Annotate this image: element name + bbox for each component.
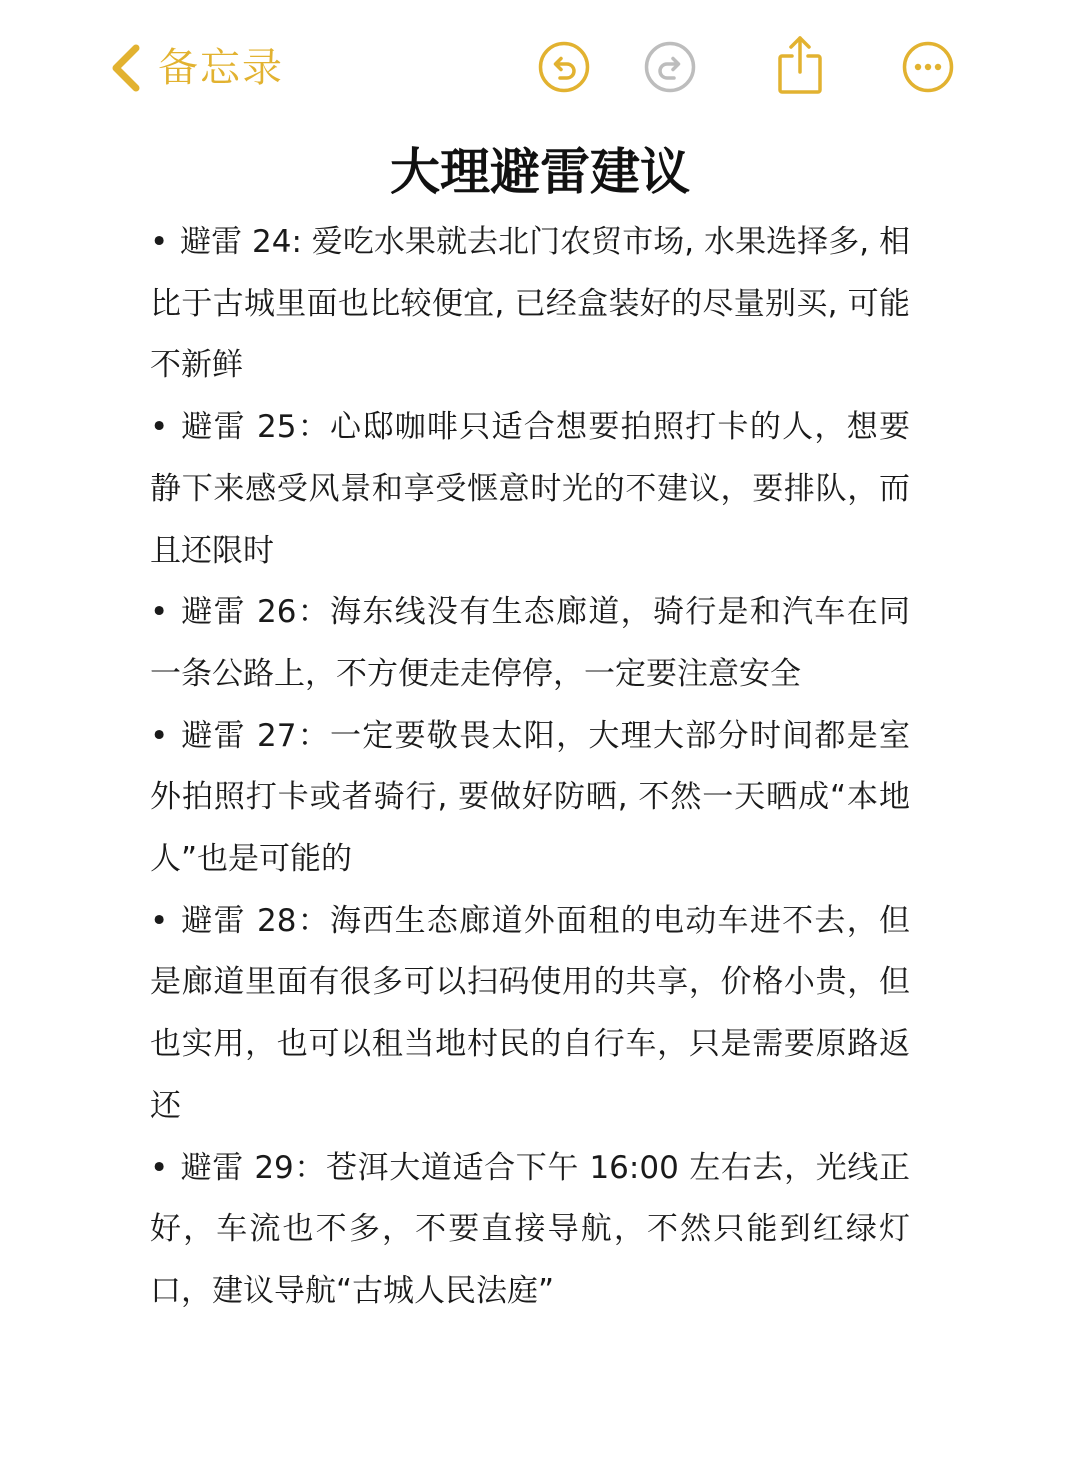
list-item-text: 避雷 26：海东线没有生态廊道，骑行是和汽车在同一条公路上，不方便走走停停，一定要注意安全	[150, 594, 910, 692]
chevron-left-icon	[106, 42, 144, 94]
redo-button[interactable]	[643, 40, 697, 94]
list-item	[150, 582, 910, 705]
list-item-text: 避雷 27：一定要敬畏太阳，大理大部分时间都是室外拍照打卡或者骑行, 要做好防晒, 不然一天晒成“本地人”也是可能的	[150, 717, 910, 878]
undo-icon	[537, 40, 591, 94]
share-button[interactable]	[772, 34, 828, 96]
list-item	[150, 1138, 910, 1323]
list-item	[150, 891, 910, 1138]
share-icon	[772, 34, 828, 96]
list-item-text: 避雷 28：海西生态廊道外面租的电动车进不去，但是廊道里面有很多可以扫码使用的共享，价格小贵，但也实用，也可以租当地村民的自行车，只是需要原路返还	[150, 902, 910, 1124]
bullet-point: •	[150, 594, 169, 631]
bullet-point: •	[150, 902, 169, 939]
bullet-point: •	[150, 1149, 169, 1186]
back-button[interactable]	[106, 38, 284, 98]
note-body[interactable]	[150, 212, 910, 1323]
more-icon	[901, 40, 955, 94]
redo-icon	[643, 40, 697, 94]
back-label: 备忘录	[158, 45, 284, 91]
bullet-point: •	[150, 224, 169, 260]
list-item	[150, 212, 910, 397]
list-item	[150, 397, 910, 582]
more-button[interactable]	[901, 40, 955, 94]
navigation-bar	[0, 0, 1080, 130]
list-item-text: 避雷 25：心邸咖啡只适合想要拍照打卡的人，想要静下来感受风景和享受惬意时光的不建议，要排队，而且还限时	[150, 409, 910, 569]
list-item-text: 避雷 24: 爱吃水果就去北门农贸市场, 水果选择多, 相比于古城里面也比较便宜, 已经盒装好的尽量别买, 可能不新鲜	[150, 224, 910, 384]
list-item-text: 避雷 29：苍洱大道适合下午 16:00 左右去，光线正好，车流也不多，不要直接导航，不然只能到红绿灯口，建议导航“古城人民法庭”	[150, 1149, 910, 1309]
undo-button[interactable]	[537, 40, 591, 94]
bullet-point: •	[150, 717, 169, 754]
list-item	[150, 706, 910, 891]
note-title[interactable]: 大理避雷建议	[390, 143, 690, 201]
bullet-point: •	[150, 409, 169, 446]
